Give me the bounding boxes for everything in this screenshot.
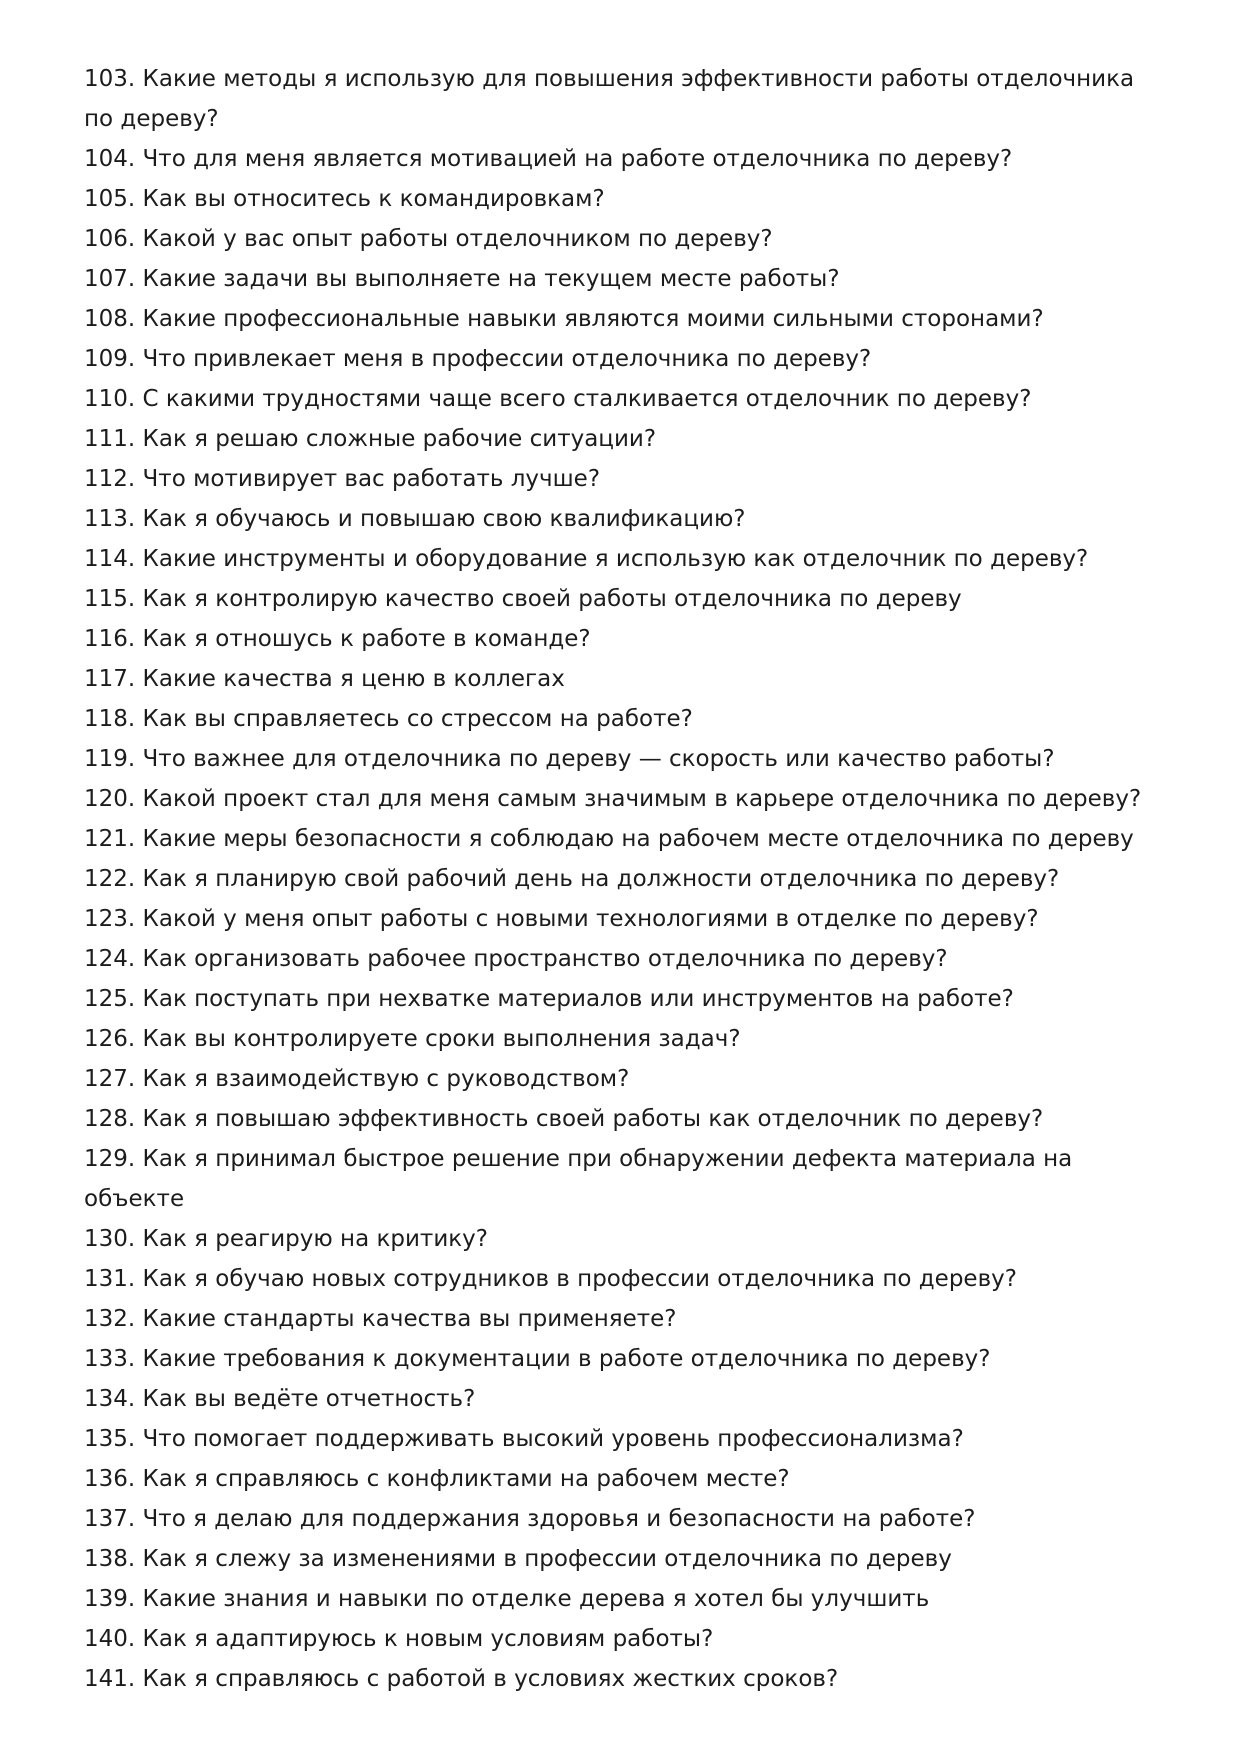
question-item: 108. Какие профессиональные навыки являются моими сильными сторонами? (84, 306, 1044, 332)
question-item: 133. Какие требования к документации в работе отделочника по дереву? (84, 1346, 991, 1372)
question-item: 105. Как вы относитесь к командировкам? (84, 186, 605, 212)
question-item: 136. Как я справляюсь с конфликтами на рабочем месте? (84, 1466, 790, 1492)
question-item: 122. Как я планирую свой рабочий день на должности отделочника по дереву? (84, 866, 1060, 892)
question-item: 120. Какой проект стал для меня самым значимым в карьере отделочника по дереву? (84, 786, 1142, 812)
question-item: 132. Какие стандарты качества вы применяете? (84, 1306, 677, 1332)
question-item: 130. Как я реагирую на критику? (84, 1226, 488, 1252)
question-item: 141. Как я справляюсь с работой в условиях жестких сроков? (84, 1666, 839, 1692)
question-item: 107. Какие задачи вы выполняете на текущем месте работы? (84, 266, 840, 292)
question-item: 119. Что важнее для отделочника по дереву — скорость или качество работы? (84, 746, 1055, 772)
question-item: 129. Как я принимал быстрое решение при обнаружении дефекта материала на объекте (84, 1146, 1073, 1212)
question-item: 110. С какими трудностями чаще всего сталкивается отделочник по дереву? (84, 386, 1032, 412)
question-item: 103. Какие методы я использую для повышения эффективности работы отделочника по дереву? (84, 66, 1135, 132)
question-item: 126. Как вы контролируете сроки выполнения задач? (84, 1026, 741, 1052)
question-item: 109. Что привлекает меня в профессии отделочника по дереву? (84, 346, 872, 372)
question-item: 138. Как я слежу за изменениями в профессии отделочника по дереву (84, 1546, 952, 1572)
question-item: 112. Что мотивирует вас работать лучше? (84, 466, 601, 492)
question-item: 111. Как я решаю сложные рабочие ситуации? (84, 426, 657, 452)
question-item: 123. Какой у меня опыт работы с новыми технологиями в отделке по дереву? (84, 906, 1039, 932)
question-item: 115. Как я контролирую качество своей работы отделочника по дереву (84, 586, 962, 612)
question-item: 121. Какие меры безопасности я соблюдаю на рабочем месте отделочника по дереву (84, 826, 1134, 852)
question-item: 140. Как я адаптируюсь к новым условиям работы? (84, 1626, 714, 1652)
question-item: 131. Как я обучаю новых сотрудников в профессии отделочника по дереву? (84, 1266, 1017, 1292)
question-item: 127. Как я взаимодействую с руководством? (84, 1066, 630, 1092)
question-list (84, 59, 1164, 1699)
question-item: 135. Что помогает поддерживать высокий уровень профессионализма? (84, 1426, 964, 1452)
question-item: 116. Как я отношусь к работе в команде? (84, 626, 591, 652)
question-item: 104. Что для меня является мотивацией на работе отделочника по дереву? (84, 146, 1013, 172)
question-item: 113. Как я обучаюсь и повышаю свою квалификацию? (84, 506, 746, 532)
question-item: 114. Какие инструменты и оборудование я использую как отделочник по дереву? (84, 546, 1089, 572)
question-item: 124. Как организовать рабочее пространство отделочника по дереву? (84, 946, 948, 972)
question-item: 125. Как поступать при нехватке материалов или инструментов на работе? (84, 986, 1014, 1012)
question-item: 137. Что я делаю для поддержания здоровья и безопасности на работе? (84, 1506, 976, 1532)
question-item: 106. Какой у вас опыт работы отделочником по дереву? (84, 226, 773, 252)
question-item: 134. Как вы ведёте отчетность? (84, 1386, 476, 1412)
question-item: 117. Какие качества я ценю в коллегах (84, 666, 565, 692)
question-item: 118. Как вы справляетесь со стрессом на работе? (84, 706, 693, 732)
question-item: 139. Какие знания и навыки по отделке дерева я хотел бы улучшить (84, 1586, 930, 1612)
question-item: 128. Как я повышаю эффективность своей работы как отделочник по дереву? (84, 1106, 1044, 1132)
